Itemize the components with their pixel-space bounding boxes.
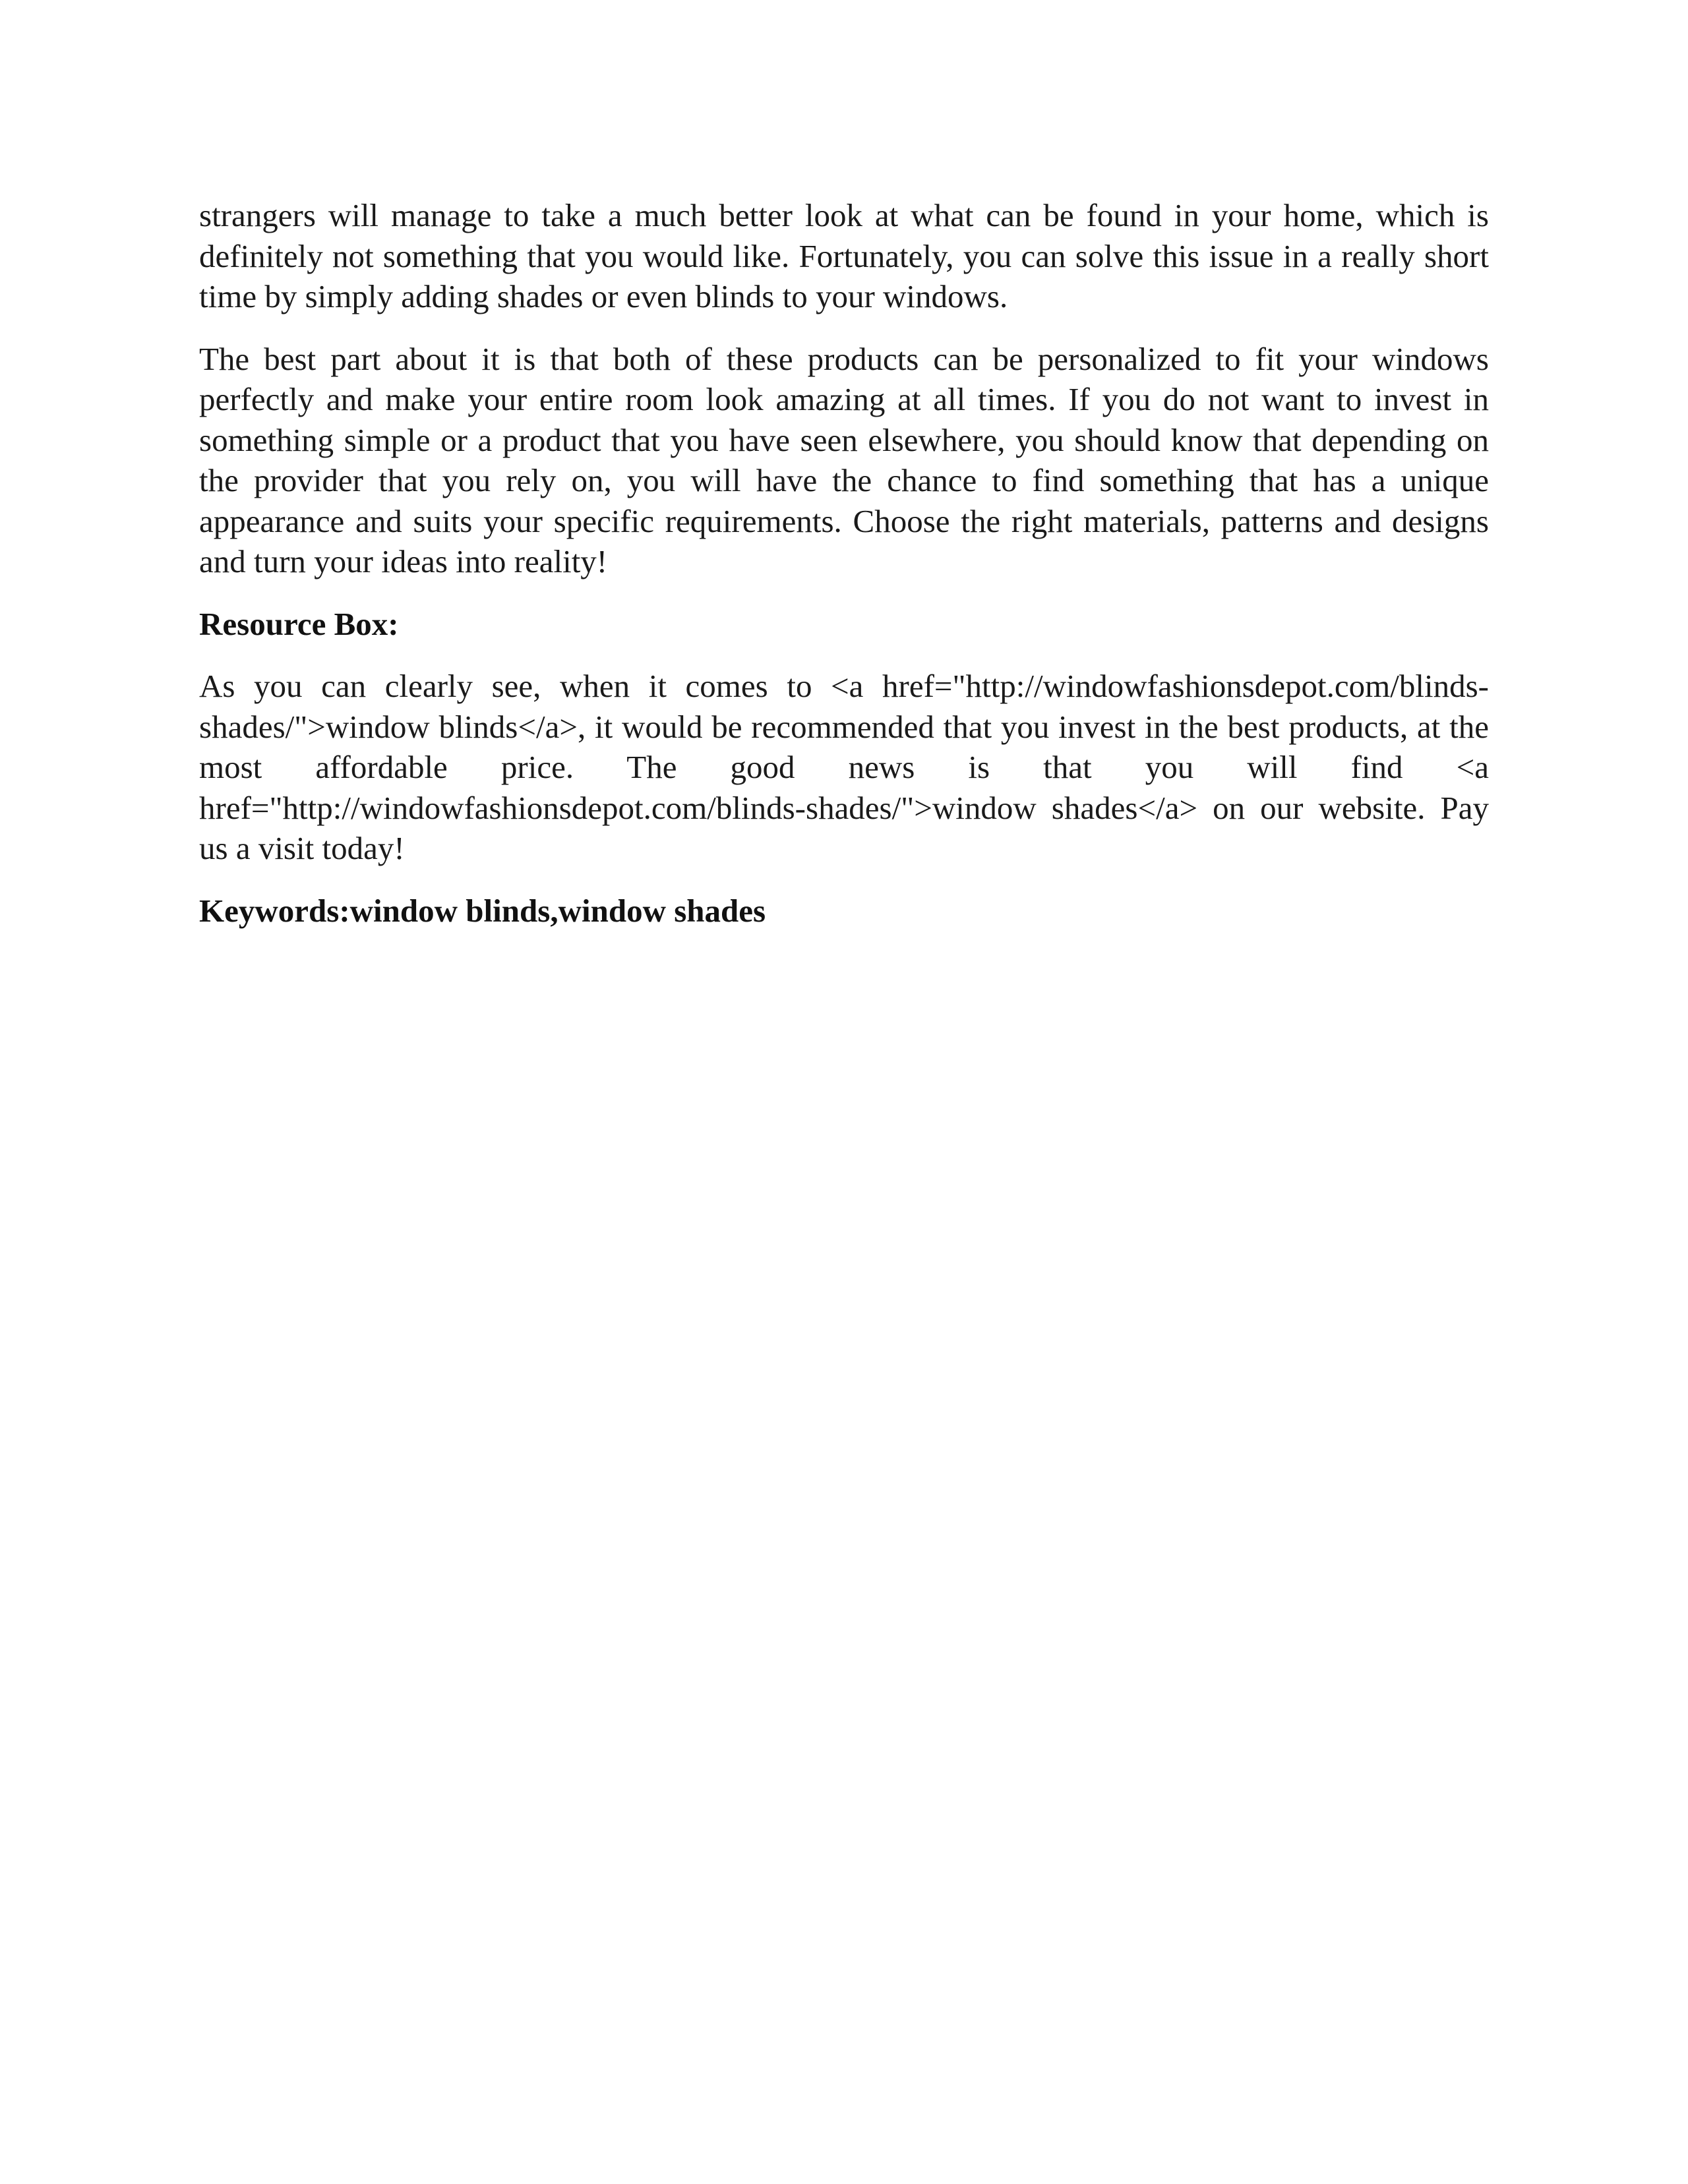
body-paragraph-2: The best part about it is that both of these products can be personalized to fit your windows perfectly and make your entire room look amazing at all times. If you do not want to invest in something simple or a product that you have seen elsewhere, you should know that depending on the provider that you rely on, you will have the chance to find something that has a unique appearance and suits your specific requirements. Choose the right materials, patterns and designs and turn your ideas into reality! (199, 340, 1489, 579)
body-paragraph-1: strangers will manage to take a much better look at what can be found in your home, which is definitely not something that you would like. Fortunately, you can solve this issue in a really short time by simply adding shades or even blinds to your windows. (199, 197, 1489, 314)
page-content (199, 195, 1489, 953)
keywords-line: Keywords:window blinds,window shades (199, 892, 766, 929)
resource-box-heading: Resource Box: (199, 605, 399, 642)
resource-box-paragraph: As you can clearly see, when it comes to <a href="http://windowfashionsdepot.com/blinds-shades/">window blinds</a>, it would be recommended that you invest in the best products, at the most affordable price. The good news is that you will find <a href="http://windowfashionsdepot.com/blinds-shades/">window shades</a> on our website. Pay us a visit today! (199, 668, 1489, 866)
